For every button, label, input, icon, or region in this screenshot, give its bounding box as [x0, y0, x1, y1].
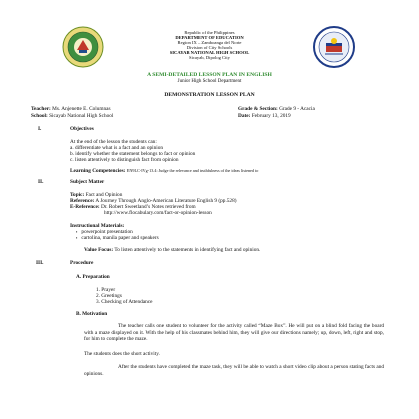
learning-competencies-label: Learning Competencies: — [70, 168, 126, 174]
prep-item-greetings: 2. Greetings — [96, 293, 122, 299]
objective-b: b. identify whether the statement belongs to fact or opinion — [70, 151, 196, 157]
header-republic: Republic of the Philippines — [184, 30, 235, 35]
learning-competencies-row — [70, 168, 258, 174]
learning-competencies-value: EN9LC-IVg-13.4: Judge the relevance and truthfulness of the ideas listened to — [126, 168, 259, 173]
prep-item-attendance: 3. Checking of Attendance — [96, 299, 153, 305]
header-region: Region IX – Zamboanga del Norte — [177, 40, 242, 45]
header-division: Division of City Schools — [186, 45, 233, 50]
school-row — [31, 113, 113, 119]
objective-c: c. listen attentively to distinguish fact from opinion — [70, 157, 179, 163]
date-label: Date: — [238, 113, 251, 119]
e-reference-value: Dr. Robert Sweetland’s Notes retrieved from — [100, 204, 196, 210]
preparation-heading: A. Preparation — [76, 274, 110, 280]
procedure-heading: Procedure — [70, 260, 94, 266]
after-activity-paragraph: After the students have completed the maze task, they will be able to watch a short video clip about a person stating facts and opinions. — [84, 364, 384, 377]
e-reference-label: E-Reference: — [70, 204, 100, 210]
demo-title: DEMONSTRATION LESSON PLAN — [164, 92, 255, 98]
objectives-intro: At the end of the lesson the students can: — [70, 139, 157, 145]
material-item-1: ▪ powerpoint presentation — [76, 229, 133, 235]
reference-label: Reference: — [70, 198, 95, 204]
materials-label: Instructional Materials: — [70, 223, 125, 229]
reference-value: A Journey Through Anglo-American Literature English 9 (pp.528) — [95, 198, 237, 204]
topic-value: Fact and Opinion — [85, 192, 123, 198]
date-value: February 13, 2019 — [251, 113, 291, 119]
material-item-2: ▪ cartolina, manila paper and speakers — [76, 235, 159, 241]
prep-item-prayer: 1. Prayer — [96, 287, 116, 293]
school-value: Sicayab National High School — [49, 113, 114, 119]
header-address: Sicayab, Dipolog City — [189, 55, 230, 60]
motivation-paragraph: The teacher calls one student to volunteer for the activity called “Maze Box”. He will put on a blind fold facing the board with a maze displayed on it. With the help of his classmates behind him, they will give our directions namely; up, down, left, right and stop, for him to complete the maze. — [84, 323, 384, 343]
grade-label: Grade & Section: — [238, 106, 278, 112]
date-row — [238, 113, 291, 119]
teacher-label: Teacher: — [31, 106, 51, 112]
subject-heading: Subject Matter — [70, 179, 105, 185]
grade-value: Grade 9 - Acacia — [279, 106, 315, 112]
topic-label: Topic: — [70, 192, 85, 198]
lesson-plan-title: A SEMI-DETAILED LESSON PLAN IN ENGLISH — [147, 72, 272, 78]
objectives-heading: Objectives — [70, 126, 94, 132]
value-focus-label: Value Focus: — [84, 247, 114, 253]
value-focus-row — [84, 247, 260, 253]
department-subtitle: Junior High School Department — [177, 79, 242, 84]
header-department: DEPARTMENT OF EDUCATION — [175, 35, 244, 40]
header-school-name: SICAYAB NATIONAL HIGH SCHOOL — [169, 50, 250, 55]
subject-number: II. — [38, 179, 44, 185]
teacher-value: Ms. Anjenette E. Columnas — [52, 106, 111, 112]
grade-row — [238, 106, 315, 112]
objectives-number: I. — [38, 126, 42, 132]
value-focus-value: To listen attentively to the statements in identifying fact and opinion. — [114, 247, 261, 253]
objective-a: a. differentiate what is a fact and an opinion — [70, 145, 164, 151]
e-reference-url[interactable]: http://www.flocabulary.com/fact-or-opinion-lesson — [104, 210, 212, 216]
procedure-number: III. — [36, 260, 44, 266]
teacher-row — [31, 106, 111, 112]
motivation-heading: B. Motivation — [76, 311, 108, 317]
school-label: School: — [31, 113, 48, 119]
short-activity-line: The students does the short activity. — [84, 351, 160, 357]
